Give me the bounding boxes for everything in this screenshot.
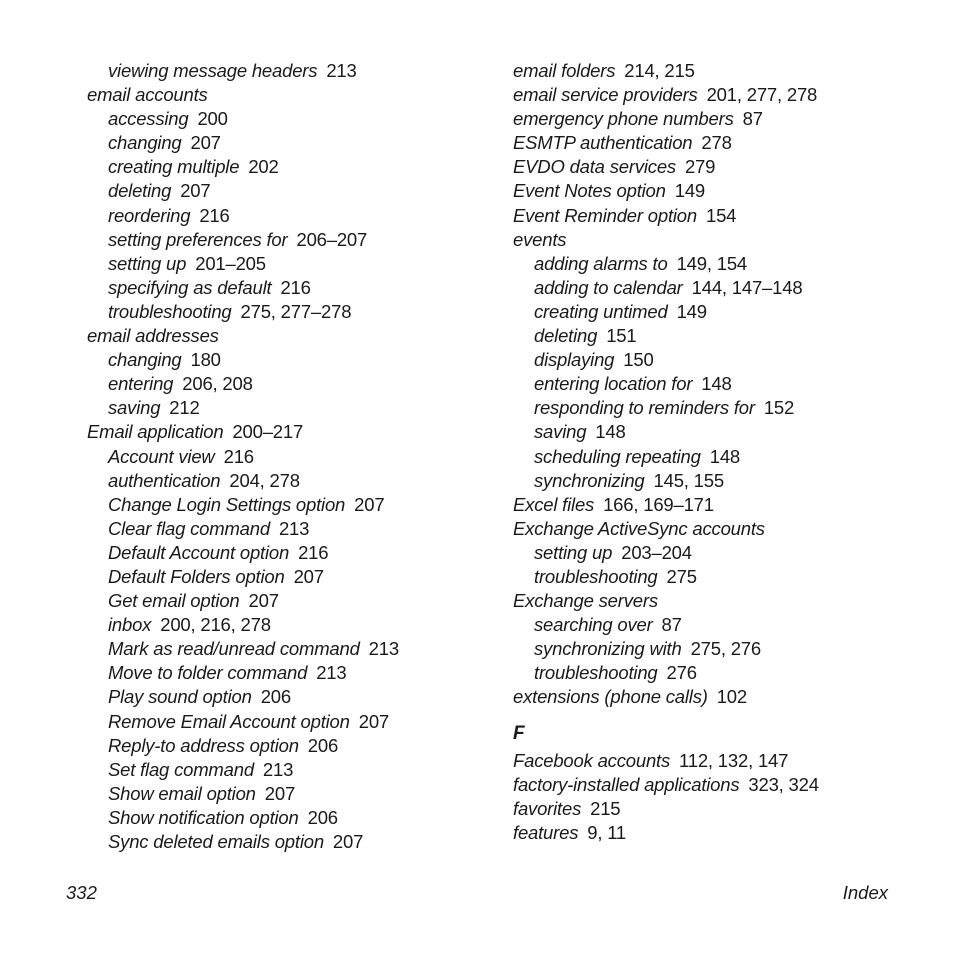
index-entry bbox=[513, 773, 913, 797]
index-term: ESMTP authentication bbox=[513, 132, 693, 154]
index-term: troubleshooting bbox=[108, 300, 232, 322]
index-page-refs: 148 bbox=[709, 445, 741, 467]
index-entry bbox=[513, 107, 913, 131]
index-page-refs: 144, 147–148 bbox=[691, 276, 803, 298]
index-subentry bbox=[87, 396, 487, 420]
index-page-refs: 207 bbox=[180, 180, 211, 202]
index-subentry bbox=[513, 324, 913, 348]
index-term: Change Login Settings option bbox=[108, 493, 346, 515]
index-term: deleting bbox=[534, 325, 598, 347]
index-term: email accounts bbox=[87, 84, 208, 106]
index-page-refs: 206 bbox=[307, 806, 338, 828]
index-subentry bbox=[87, 276, 487, 300]
index-subentry bbox=[513, 469, 913, 493]
index-term: saving bbox=[534, 421, 587, 443]
index-subentry bbox=[87, 565, 487, 589]
index-subentry bbox=[87, 758, 487, 782]
index-subentry bbox=[87, 517, 487, 541]
index-page-refs: 214, 215 bbox=[624, 60, 695, 81]
index-page-refs: 152 bbox=[763, 397, 795, 419]
index-term: setting up bbox=[108, 252, 187, 274]
index-subentry bbox=[87, 155, 487, 179]
index-term: inbox bbox=[108, 614, 152, 636]
index-term: favorites bbox=[513, 797, 582, 819]
index-subentry bbox=[87, 179, 487, 203]
index-term: entering bbox=[108, 373, 174, 395]
index-page-refs: 323, 324 bbox=[748, 773, 819, 795]
index-subentry bbox=[87, 469, 487, 493]
index-term: changing bbox=[108, 132, 182, 154]
index-page-refs: 207 bbox=[293, 565, 324, 587]
index-term: Play sound option bbox=[108, 686, 252, 708]
index-page-refs: 212 bbox=[169, 397, 200, 419]
index-page-refs: 207 bbox=[248, 590, 279, 612]
index-subentry bbox=[513, 661, 913, 685]
index-term: Default Account option bbox=[108, 541, 290, 563]
index-page-refs: 154 bbox=[706, 204, 737, 226]
index-subentry bbox=[87, 830, 487, 854]
index-subentry bbox=[513, 348, 913, 372]
index-term: Get email option bbox=[108, 590, 240, 612]
index-subentry bbox=[87, 131, 487, 155]
index-term: entering location for bbox=[534, 373, 693, 395]
index-page-refs: 202 bbox=[248, 156, 279, 178]
index-term: authentication bbox=[108, 469, 221, 491]
index-column-left bbox=[87, 59, 487, 854]
index-term: Show email option bbox=[108, 782, 256, 804]
index-page-refs: 203–204 bbox=[621, 541, 692, 563]
index-term: synchronizing bbox=[534, 469, 645, 491]
index-entry bbox=[513, 749, 913, 773]
index-page-refs: 87 bbox=[742, 108, 763, 130]
index-page-refs: 207 bbox=[264, 782, 296, 804]
index-page-refs: 207 bbox=[190, 132, 221, 154]
index-term: features bbox=[513, 821, 579, 843]
index-page-refs: 275, 277–278 bbox=[240, 300, 352, 322]
index-subentry bbox=[513, 613, 913, 637]
index-term: troubleshooting bbox=[534, 565, 658, 587]
index-term: Event Notes option bbox=[513, 180, 666, 202]
index-term: accessing bbox=[108, 108, 189, 130]
index-subentry bbox=[87, 372, 487, 396]
index-term: Default Folders option bbox=[108, 565, 285, 587]
index-subentry bbox=[87, 300, 487, 324]
index-page-refs: 112, 132, 147 bbox=[679, 749, 789, 771]
index-page-refs: 216 bbox=[298, 541, 329, 563]
index-term: email addresses bbox=[87, 325, 219, 347]
index-page-refs: 213 bbox=[326, 60, 357, 81]
index-term: responding to reminders for bbox=[534, 397, 755, 419]
index-subentry bbox=[87, 541, 487, 565]
index-subentry bbox=[87, 637, 487, 661]
index-term: specifying as default bbox=[108, 276, 272, 298]
index-entry bbox=[513, 517, 913, 541]
index-term: setting up bbox=[534, 541, 613, 563]
index-term: Move to folder command bbox=[108, 662, 308, 684]
index-page-refs: 207 bbox=[332, 831, 364, 852]
index-term: email service providers bbox=[513, 84, 698, 106]
index-term: email folders bbox=[513, 60, 616, 81]
index-page-refs: 216 bbox=[280, 276, 311, 298]
index-subentry bbox=[513, 565, 913, 589]
index-page-refs: 216 bbox=[199, 204, 230, 226]
index-term: scheduling repeating bbox=[534, 445, 701, 467]
index-term: Mark as read/unread command bbox=[108, 638, 360, 660]
index-page-refs: 87 bbox=[661, 614, 682, 636]
index-subentry bbox=[87, 685, 487, 709]
index-page-refs: 166, 169–171 bbox=[603, 493, 714, 515]
index-term: Facebook accounts bbox=[513, 749, 671, 771]
index-page-refs: 151 bbox=[606, 325, 637, 347]
index-term: creating multiple bbox=[108, 156, 240, 178]
index-subentry bbox=[513, 396, 913, 420]
index-term: creating untimed bbox=[534, 300, 668, 322]
index-page-refs: 279 bbox=[684, 156, 716, 178]
index-entry bbox=[87, 420, 487, 444]
index-page-refs: 145, 155 bbox=[653, 469, 724, 491]
index-subentry bbox=[87, 589, 487, 613]
index-page-refs: 206–207 bbox=[296, 228, 368, 250]
index-entry bbox=[87, 83, 487, 107]
index-entry bbox=[513, 589, 913, 613]
index-page-refs: 207 bbox=[358, 710, 390, 732]
index-letter-heading: F bbox=[513, 722, 525, 744]
index-subentry bbox=[87, 348, 487, 372]
index-term: viewing message headers bbox=[108, 60, 318, 81]
index-page-refs: 204, 278 bbox=[229, 469, 300, 491]
index-page-refs: 275, 276 bbox=[690, 638, 761, 660]
index-subentry bbox=[87, 782, 487, 806]
index-page-refs: 201, 277, 278 bbox=[706, 84, 818, 106]
index-term: Exchange ActiveSync accounts bbox=[513, 517, 765, 539]
index-page-refs: 216 bbox=[223, 445, 254, 467]
index-subentry bbox=[513, 300, 913, 324]
index-page-refs: 102 bbox=[716, 686, 747, 708]
index-page-refs: 206 bbox=[260, 686, 291, 708]
index-term: reordering bbox=[108, 204, 191, 226]
index-subentry bbox=[87, 107, 487, 131]
index-subentry bbox=[87, 613, 487, 637]
index-term: Exchange servers bbox=[513, 590, 658, 612]
index-entry bbox=[513, 228, 913, 252]
index-subentry bbox=[513, 445, 913, 469]
index-subentry bbox=[87, 252, 487, 276]
index-term: adding to calendar bbox=[534, 276, 683, 298]
index-page-refs: 180 bbox=[190, 349, 221, 371]
index-entry bbox=[513, 179, 913, 203]
index-entry bbox=[513, 155, 913, 179]
index-page-refs: 149, 154 bbox=[676, 252, 747, 274]
index-subentry bbox=[87, 59, 487, 83]
index-term: setting preferences for bbox=[108, 228, 288, 250]
index-subentry bbox=[513, 252, 913, 276]
index-page-refs: 206 bbox=[307, 734, 339, 756]
index-subentry bbox=[513, 372, 913, 396]
index-page-refs: 9, 11 bbox=[587, 821, 627, 843]
index-subentry bbox=[87, 445, 487, 469]
index-subentry bbox=[87, 204, 487, 228]
index-entry bbox=[513, 797, 913, 821]
index-subentry bbox=[87, 661, 487, 685]
index-term: Excel files bbox=[513, 493, 595, 515]
index-term: emergency phone numbers bbox=[513, 108, 734, 130]
index-term: troubleshooting bbox=[534, 662, 658, 684]
index-page-refs: 200, 216, 278 bbox=[160, 614, 271, 636]
index-term: extensions (phone calls) bbox=[513, 686, 708, 708]
index-subentry bbox=[513, 541, 913, 565]
index-page-refs: 215 bbox=[590, 797, 621, 819]
index-subentry bbox=[87, 493, 487, 517]
index-subentry bbox=[513, 276, 913, 300]
index-term: Reply-to address option bbox=[108, 734, 299, 756]
section-name: Index bbox=[842, 882, 888, 903]
index-subentry bbox=[513, 637, 913, 661]
index-term: saving bbox=[108, 397, 161, 419]
index-page-refs: 149 bbox=[676, 300, 707, 322]
index-entry bbox=[87, 324, 487, 348]
index-subentry bbox=[87, 710, 487, 734]
index-term: events bbox=[513, 228, 567, 250]
index-term: Email application bbox=[87, 421, 224, 443]
index-entry bbox=[513, 59, 913, 83]
index-subentry bbox=[87, 734, 487, 758]
index-page-refs: 148 bbox=[595, 421, 626, 443]
index-term: searching over bbox=[534, 614, 653, 636]
index-entry bbox=[513, 685, 913, 709]
index-term: adding alarms to bbox=[534, 252, 668, 274]
index-page-refs: 201–205 bbox=[195, 252, 266, 274]
index-term: deleting bbox=[108, 180, 172, 202]
index-term: Event Reminder option bbox=[513, 204, 697, 226]
index-entry bbox=[513, 821, 913, 845]
index-term: Set flag command bbox=[108, 758, 254, 780]
index-page-refs: 213 bbox=[316, 662, 347, 684]
index-term: factory-installed applications bbox=[513, 773, 740, 795]
index-subentry bbox=[87, 228, 487, 252]
index-term: changing bbox=[108, 349, 182, 371]
index-entry bbox=[513, 493, 913, 517]
index-page-refs: 150 bbox=[623, 349, 654, 371]
index-page-refs: 200–217 bbox=[232, 421, 304, 443]
index-term: synchronizing with bbox=[534, 638, 682, 660]
index-page-refs: 213 bbox=[262, 758, 294, 780]
index-page-refs: 200 bbox=[197, 108, 228, 130]
index-page-refs: 278 bbox=[701, 132, 732, 154]
index-subentry bbox=[513, 420, 913, 444]
index-page-refs: 148 bbox=[701, 373, 732, 395]
index-term: displaying bbox=[534, 349, 615, 371]
index-term: Sync deleted emails option bbox=[108, 831, 324, 852]
page-number: 332 bbox=[66, 882, 97, 903]
index-page-refs: 275 bbox=[666, 565, 697, 587]
index-term: Remove Email Account option bbox=[108, 710, 350, 732]
index-entry bbox=[513, 131, 913, 155]
index-column-right bbox=[513, 59, 913, 845]
index-term: Account view bbox=[108, 445, 215, 467]
index-term: EVDO data services bbox=[513, 156, 676, 178]
index-term: Clear flag command bbox=[108, 517, 270, 539]
index-page-refs: 276 bbox=[666, 662, 697, 684]
index-page-refs: 207 bbox=[354, 493, 385, 515]
index-term: Show notification option bbox=[108, 806, 299, 828]
index-page-refs: 213 bbox=[368, 638, 399, 660]
index-entry bbox=[513, 83, 913, 107]
index-page-refs: 206, 208 bbox=[182, 373, 253, 395]
index-page-refs: 213 bbox=[278, 517, 310, 539]
index-page-refs: 149 bbox=[674, 180, 706, 202]
index-subentry bbox=[87, 806, 487, 830]
index-entry bbox=[513, 204, 913, 228]
